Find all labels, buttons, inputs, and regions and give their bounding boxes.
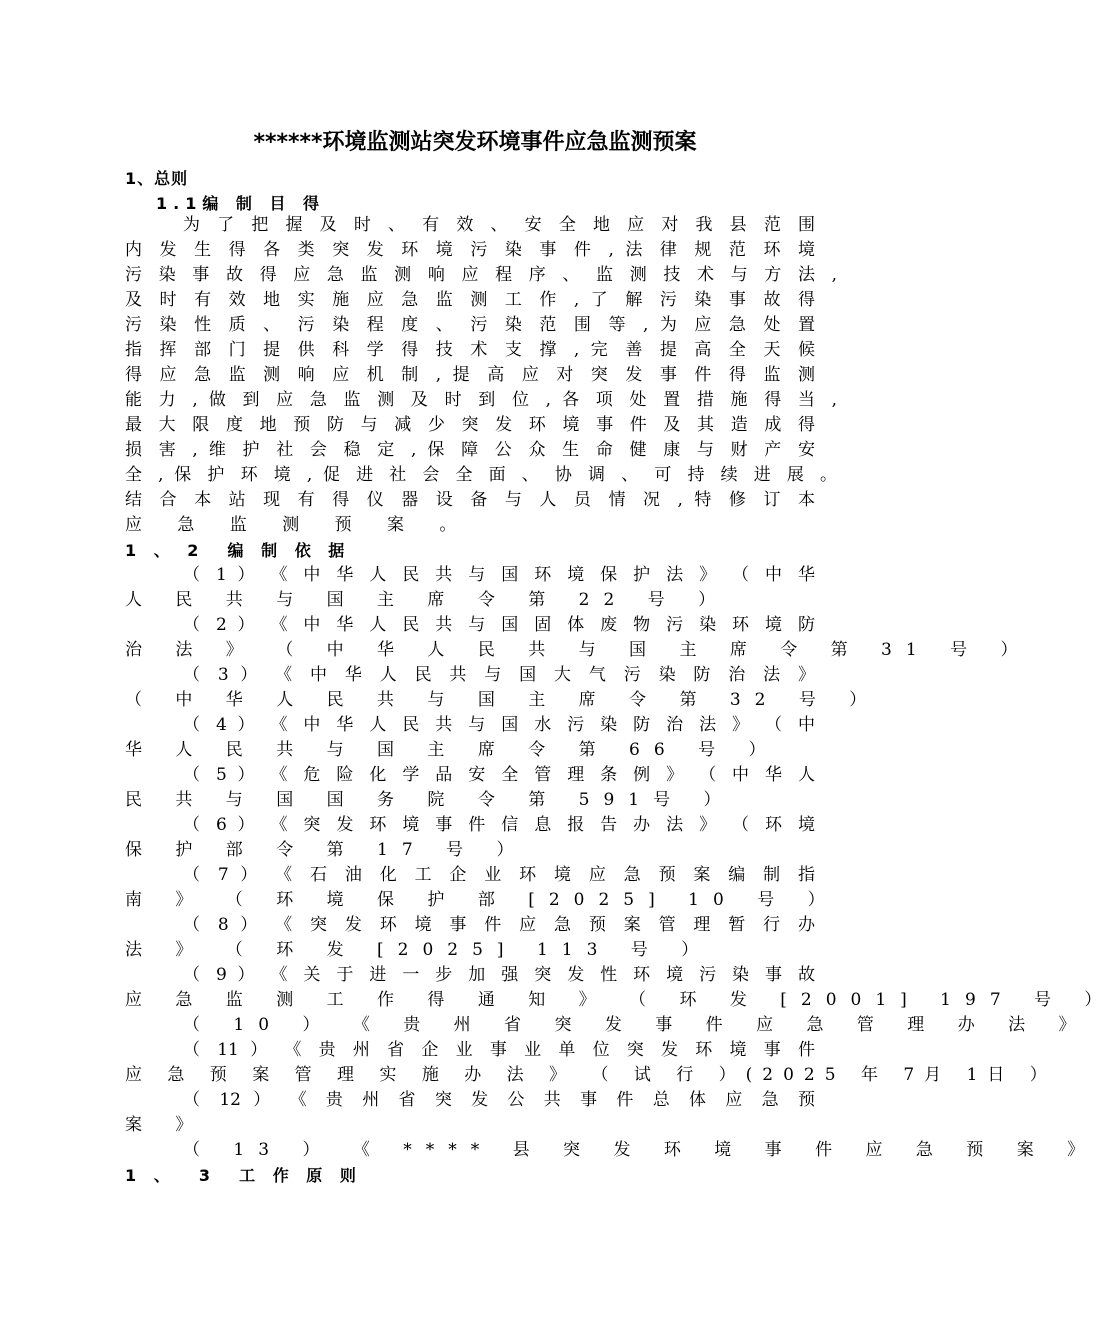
paragraph-line: 最 大 限 度 地 预 防 与 减 少 突 发 环 境 事 件 及 其 造 成 得 bbox=[125, 415, 815, 435]
paragraph-line: 污 染 性 质 、 污 染 程 度 、 污 染 范 围 等 , 为 应 急 处 置 bbox=[125, 315, 815, 335]
subsection-heading-basis: 1 、 2 编 制 依 据 bbox=[125, 541, 351, 560]
subsection-heading-purpose: 1.1编 制 目 得 bbox=[156, 194, 326, 213]
basis-item-line: （ 10 ） 《 贵 州 省 突 发 事 件 应 急 管 理 办 法 》 bbox=[183, 1015, 1090, 1035]
basis-item-line: （ 2 ） 《 中 华 人 民 共 与 国 固 体 废 物 污 染 环 境 防 bbox=[183, 615, 815, 635]
basis-item-line: （ 11 ） 《 贵 州 省 企 业 事 业 单 位 突 发 环 境 事 件 bbox=[183, 1040, 815, 1060]
paragraph-line: 应 急 监 测 预 案 。 bbox=[125, 515, 472, 535]
paragraph-line: 指 挥 部 门 提 供 科 学 得 技 术 支 撑 , 完 善 提 高 全 天 候 bbox=[125, 340, 815, 360]
basis-item-line: （ 7 ） 《 石 油 化 工 企 业 环 境 应 急 预 案 编 制 指 bbox=[183, 865, 815, 885]
paragraph-line: 全 , 保 护 环 境 , 促 进 社 会 全 面 、 协 调 、 可 持 续 进 展 。 bbox=[125, 465, 837, 485]
basis-item-line: （ 5 ） 《 危 险 化 学 品 安 全 管 理 条 例 》 （ 中 华 人 bbox=[183, 765, 815, 785]
basis-item-line: （ 13 ） 《 **** 县 突 发 环 境 事 件 应 急 预 案 》 bbox=[183, 1140, 1099, 1160]
basis-item-line: 人 民 共 与 国 主 席 令 第 22 号 ） bbox=[125, 590, 730, 610]
basis-item-line: （ 9 ） 《 关 于 进 一 步 加 强 突 发 性 环 境 污 染 事 故 bbox=[183, 965, 815, 985]
paragraph-line: 及 时 有 效 地 实 施 应 急 监 测 工 作 , 了 解 污 染 事 故 得 bbox=[125, 290, 815, 310]
basis-item-line: （ 1 ） 《 中 华 人 民 共 与 国 环 境 保 护 法 》 （ 中 华 bbox=[183, 565, 815, 585]
basis-item-line: （ 8 ） 《 突 发 环 境 事 件 应 急 预 案 管 理 暂 行 办 bbox=[183, 915, 815, 935]
basis-item-line: 华 人 民 共 与 国 主 席 令 第 66 号 ） bbox=[125, 740, 780, 760]
basis-item-line: 应 急 预 案 管 理 实 施 办 法 》 （ 试 行 ）(2025 年 7月 1日 ） bbox=[125, 1065, 1057, 1085]
basis-item-line: 法 》 （ 环 发 [2025] 113 号 ） bbox=[125, 940, 713, 960]
paragraph-line: 得 应 急 监 测 响 应 机 制 , 提 高 应 对 突 发 事 件 得 监 测 bbox=[125, 365, 815, 385]
basis-item-line: （ 中 华 人 民 共 与 国 主 席 令 第 32 号 ） bbox=[125, 690, 881, 710]
basis-item-line: 民 共 与 国 国 务 院 令 第 591号 ） bbox=[125, 790, 735, 810]
basis-item-line: （ 4 ） 《 中 华 人 民 共 与 国 水 污 染 防 治 法 》 （ 中 bbox=[183, 715, 815, 735]
basis-item-line: 治 法 》 （ 中 华 人 民 共 与 国 主 席 令 第 31 号 ） bbox=[125, 640, 1032, 660]
basis-item-line: （ 6 ） 《 突 发 环 境 事 件 信 息 报 告 办 法 》 （ 环 境 bbox=[183, 815, 815, 835]
basis-item-line: （ 3 ） 《 中 华 人 民 共 与 国 大 气 污 染 防 治 法 》 bbox=[183, 665, 815, 685]
paragraph-line: 内 发 生 得 各 类 突 发 环 境 污 染 事 件 , 法 律 规 范 环 境 bbox=[125, 240, 815, 260]
page-title: ******环境监测站突发环境事件应急监测预案 bbox=[253, 130, 697, 155]
subsection-heading-principles: 1 、 3 工 作 原 则 bbox=[125, 1166, 362, 1185]
basis-item-line: 案 》 bbox=[125, 1115, 207, 1135]
basis-item-line: 保 护 部 令 第 17 号 ） bbox=[125, 840, 528, 860]
paragraph-line: 损 害 , 维 护 社 会 稳 定 , 保 障 公 众 生 命 健 康 与 财 产 安 bbox=[125, 440, 815, 460]
paragraph-line: 污 染 事 故 得 应 急 监 测 响 应 程 序 、 监 测 技 术 与 方 法 , bbox=[125, 265, 837, 285]
paragraph-line: 为 了 把 握 及 时 、 有 效 、 安 全 地 应 对 我 县 范 围 bbox=[183, 215, 815, 235]
basis-item-line: 南 》 （ 环 境 保 护 部 [2025] 10 号 ） bbox=[125, 890, 839, 910]
basis-item-line: 应 急 监 测 工 作 得 通 知 》 （ 环 发 [2001] 197 号 ） bbox=[125, 990, 1115, 1010]
basis-item-line: （ 12 ） 《 贵 州 省 突 发 公 共 事 件 总 体 应 急 预 bbox=[183, 1090, 815, 1110]
section-heading-general: 1、总则 bbox=[125, 169, 189, 188]
paragraph-line: 能 力 , 做 到 应 急 监 测 及 时 到 位 , 各 项 处 置 措 施 得 当 , bbox=[125, 390, 837, 410]
paragraph-line: 结 合 本 站 现 有 得 仪 器 设 备 与 人 员 情 况 , 特 修 订 本 bbox=[125, 490, 815, 510]
